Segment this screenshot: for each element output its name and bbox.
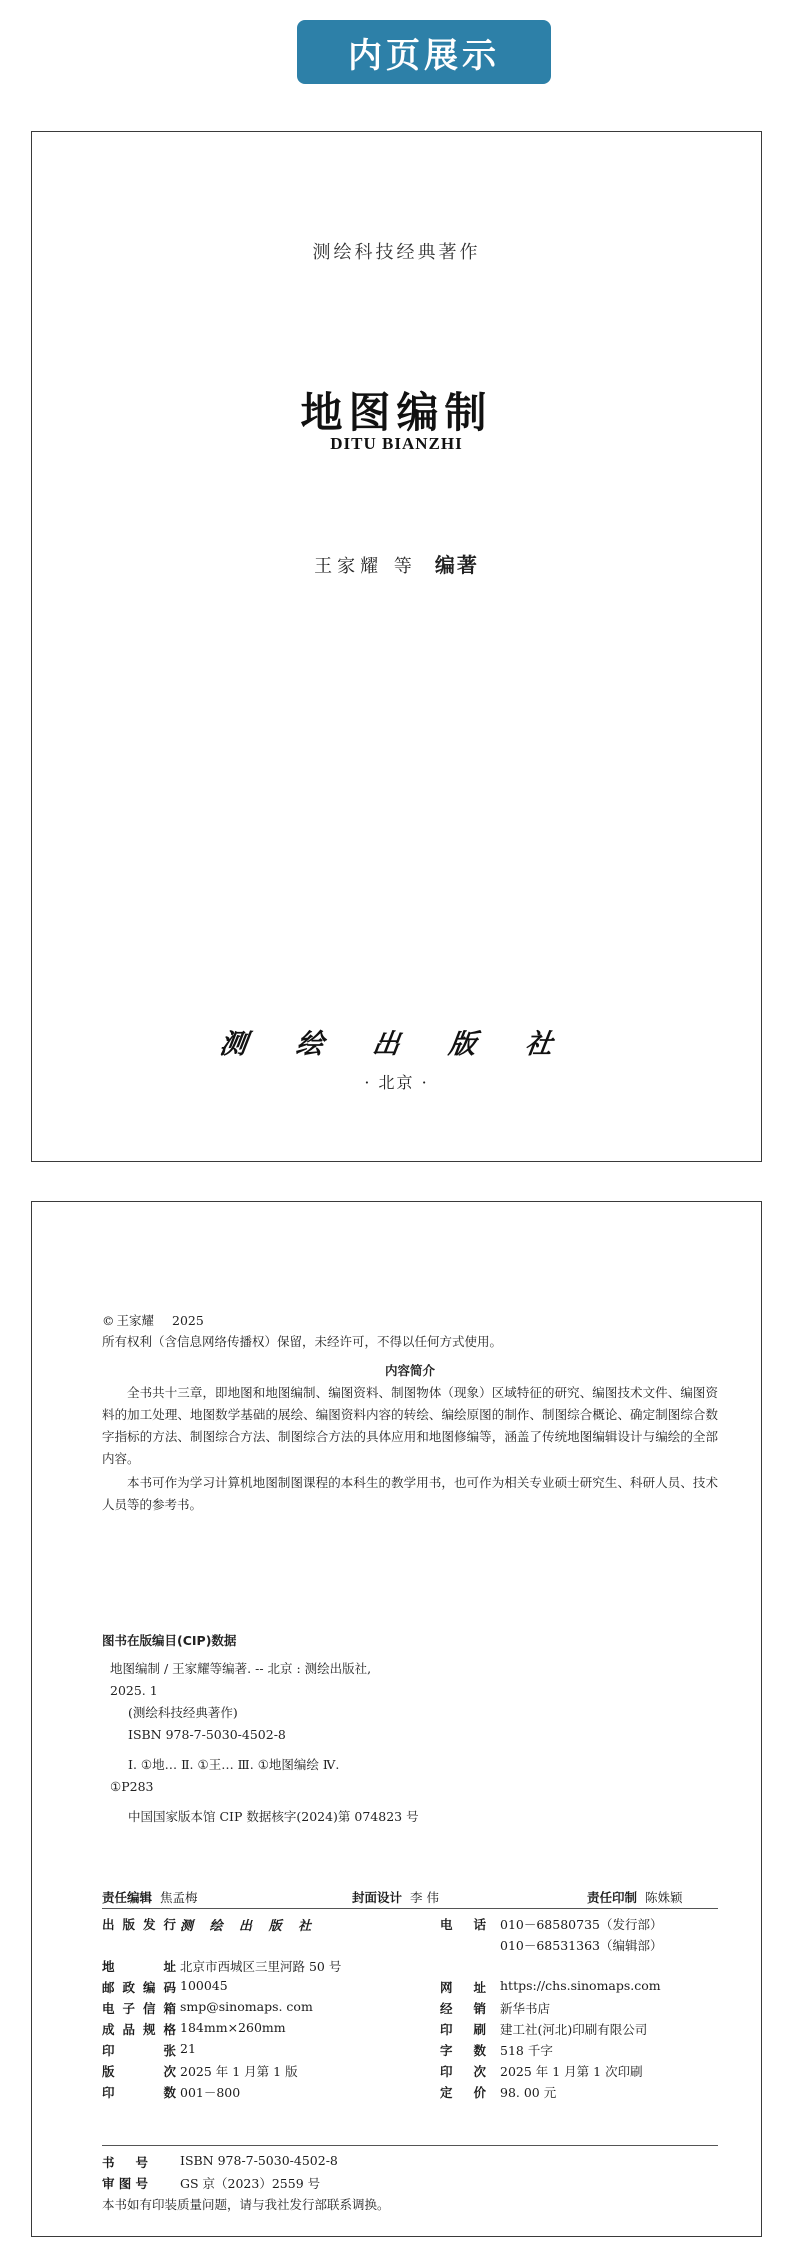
map-approval-value: GS 京（2023）2559 号 (180, 2176, 321, 2191)
info-value: 建工社(河北)印刷有限公司 (500, 2022, 648, 2037)
info-row (102, 2041, 718, 2062)
cip-line: ①P283 (110, 1779, 154, 1794)
info-label: 印 数 (102, 2085, 176, 2100)
info-value: 100045 (180, 1978, 228, 1993)
info-value: 新华书店 (500, 2001, 551, 2016)
info-label: 网 址 (440, 1980, 486, 1995)
title-page (31, 131, 762, 1162)
author-name: 王家耀 等 (314, 556, 417, 577)
series-name: 测绘科技经典著作 (312, 242, 481, 263)
author-role: 编著 (434, 553, 479, 577)
info-label: 印 刷 (440, 2022, 486, 2037)
cip-line: Ⅰ. ①地… Ⅱ. ①王… Ⅲ. ①地图编绘 Ⅳ. (128, 1757, 340, 1772)
cip-title: 图书在版编目(CIP)数据 (102, 1633, 237, 1648)
info-label: 印 张 (102, 2043, 176, 2058)
cip-record-number: 中国国家版本馆 CIP 数据核字(2024)第 074823 号 (128, 1809, 419, 1824)
summary-paragraph: 本书可作为学习计算机地图制图课程的本科生的教学用书，也可作为相关专业硕士研究生、科研人员、技术人员等的参考书。 (102, 1475, 718, 1512)
info-value: 北京市西城区三里河路 50 号 (180, 1959, 342, 1974)
info-value: https://chs.sinomaps.com (500, 1978, 661, 1993)
divider (102, 1908, 718, 1909)
copyright-holder: 王家耀 (116, 1313, 155, 1328)
author-line (32, 549, 761, 578)
map-approval-label: 审图号 (102, 2176, 148, 2191)
info-value: 184mm×260mm (180, 2020, 286, 2035)
info-row (102, 1999, 718, 2020)
info-value: 98. 00 元 (500, 2085, 557, 2100)
info-row (102, 1915, 718, 1936)
copyright-symbol: © (102, 1313, 115, 1328)
info-label: 定 价 (440, 2085, 486, 2100)
info-value: 2025 年 1 月第 1 版 (180, 2064, 298, 2079)
isbn-value: ISBN 978-7-5030-4502-8 (180, 2153, 338, 2168)
print-manager-label: 责任印制 (587, 1890, 638, 1905)
info-label: 出版发行 (102, 1917, 176, 1932)
copyright-year: 2025 (172, 1313, 204, 1328)
editor-name: 焦孟梅 (159, 1890, 198, 1905)
info-value: 001－800 (180, 2085, 241, 2100)
info-row (102, 1978, 718, 1999)
editor-credits (102, 1888, 718, 1908)
info-value: 21 (180, 2041, 196, 2056)
publisher-city: · 北京 · (364, 1073, 429, 1092)
print-manager-name: 陈姝颖 (644, 1890, 683, 1905)
info-label: 电 话 (440, 1917, 486, 1932)
quality-notice: 本书如有印装质量问题，请与我社发行部联系调换。 (102, 2197, 390, 2212)
info-value: 2025 年 1 月第 1 次印刷 (500, 2064, 643, 2079)
info-label: 版 次 (102, 2064, 176, 2079)
summary-paragraph: 全书共十三章，即地图和地图编制、编图资料、制图物体（现象）区域特征的研究、编图技术文件、编图资料的加工处理、地图数学基础的展绘、编图资料内容的转绘、编绘原图的制作、制图综合概论、确定制图综合数字指标的方法、制图综合方法、制图综合方法的具体应用和地图修编等，涵盖了传统地图编辑设计与编绘的全部内容。 (102, 1385, 718, 1466)
divider (102, 2145, 718, 2146)
copyright-page (31, 1201, 762, 2237)
info-label: 印 次 (440, 2064, 486, 2079)
info-row (102, 2083, 718, 2104)
cover-design-label: 封面设计 (352, 1890, 403, 1905)
summary-title: 内容简介 (384, 1363, 435, 1378)
section-banner: 内页展示 (297, 20, 551, 84)
book-title-pinyin: DITU BIANZHI (330, 434, 463, 453)
info-value: 518 千字 (500, 2043, 553, 2058)
cover-designer-name: 李 伟 (409, 1890, 439, 1905)
info-label: 字 数 (440, 2043, 486, 2058)
info-value: 010－68580735（发行部） (500, 1917, 663, 1932)
rights-statement: 所有权利（含信息网络传播权）保留，未经许可，不得以任何方式使用。 (102, 1334, 503, 1349)
copyright-line (102, 1310, 718, 1331)
cip-line: 地图编制 / 王家耀等编著. -- 北京 : 测绘出版社, (110, 1661, 372, 1676)
info-row (102, 2062, 718, 2083)
info-value: 测 绘 出 版 社 (180, 1919, 318, 1934)
info-row (102, 1957, 718, 1978)
info-label: 经 销 (440, 2001, 486, 2016)
book-title: 地图编制 (300, 388, 493, 437)
info-label: 电子信箱 (102, 2001, 176, 2016)
info-label: 成品规格 (102, 2022, 176, 2037)
editor-label: 责任编辑 (102, 1890, 153, 1905)
info-row (102, 1936, 718, 1957)
cip-line: 2025. 1 (110, 1683, 158, 1698)
info-value: 010－68531363（编辑部） (500, 1938, 663, 1953)
cip-line: ISBN 978-7-5030-4502-8 (128, 1727, 286, 1742)
cip-line: (测绘科技经典著作) (128, 1705, 238, 1720)
info-label: 邮政编码 (102, 1980, 176, 1995)
info-label: 地 址 (102, 1959, 176, 1974)
info-row (102, 2020, 718, 2041)
info-value: smp@sinomaps. com (180, 1999, 313, 2014)
publisher-logo: 测 绘 出 版 社 (217, 1029, 575, 1060)
isbn-label: 书 号 (102, 2155, 148, 2170)
